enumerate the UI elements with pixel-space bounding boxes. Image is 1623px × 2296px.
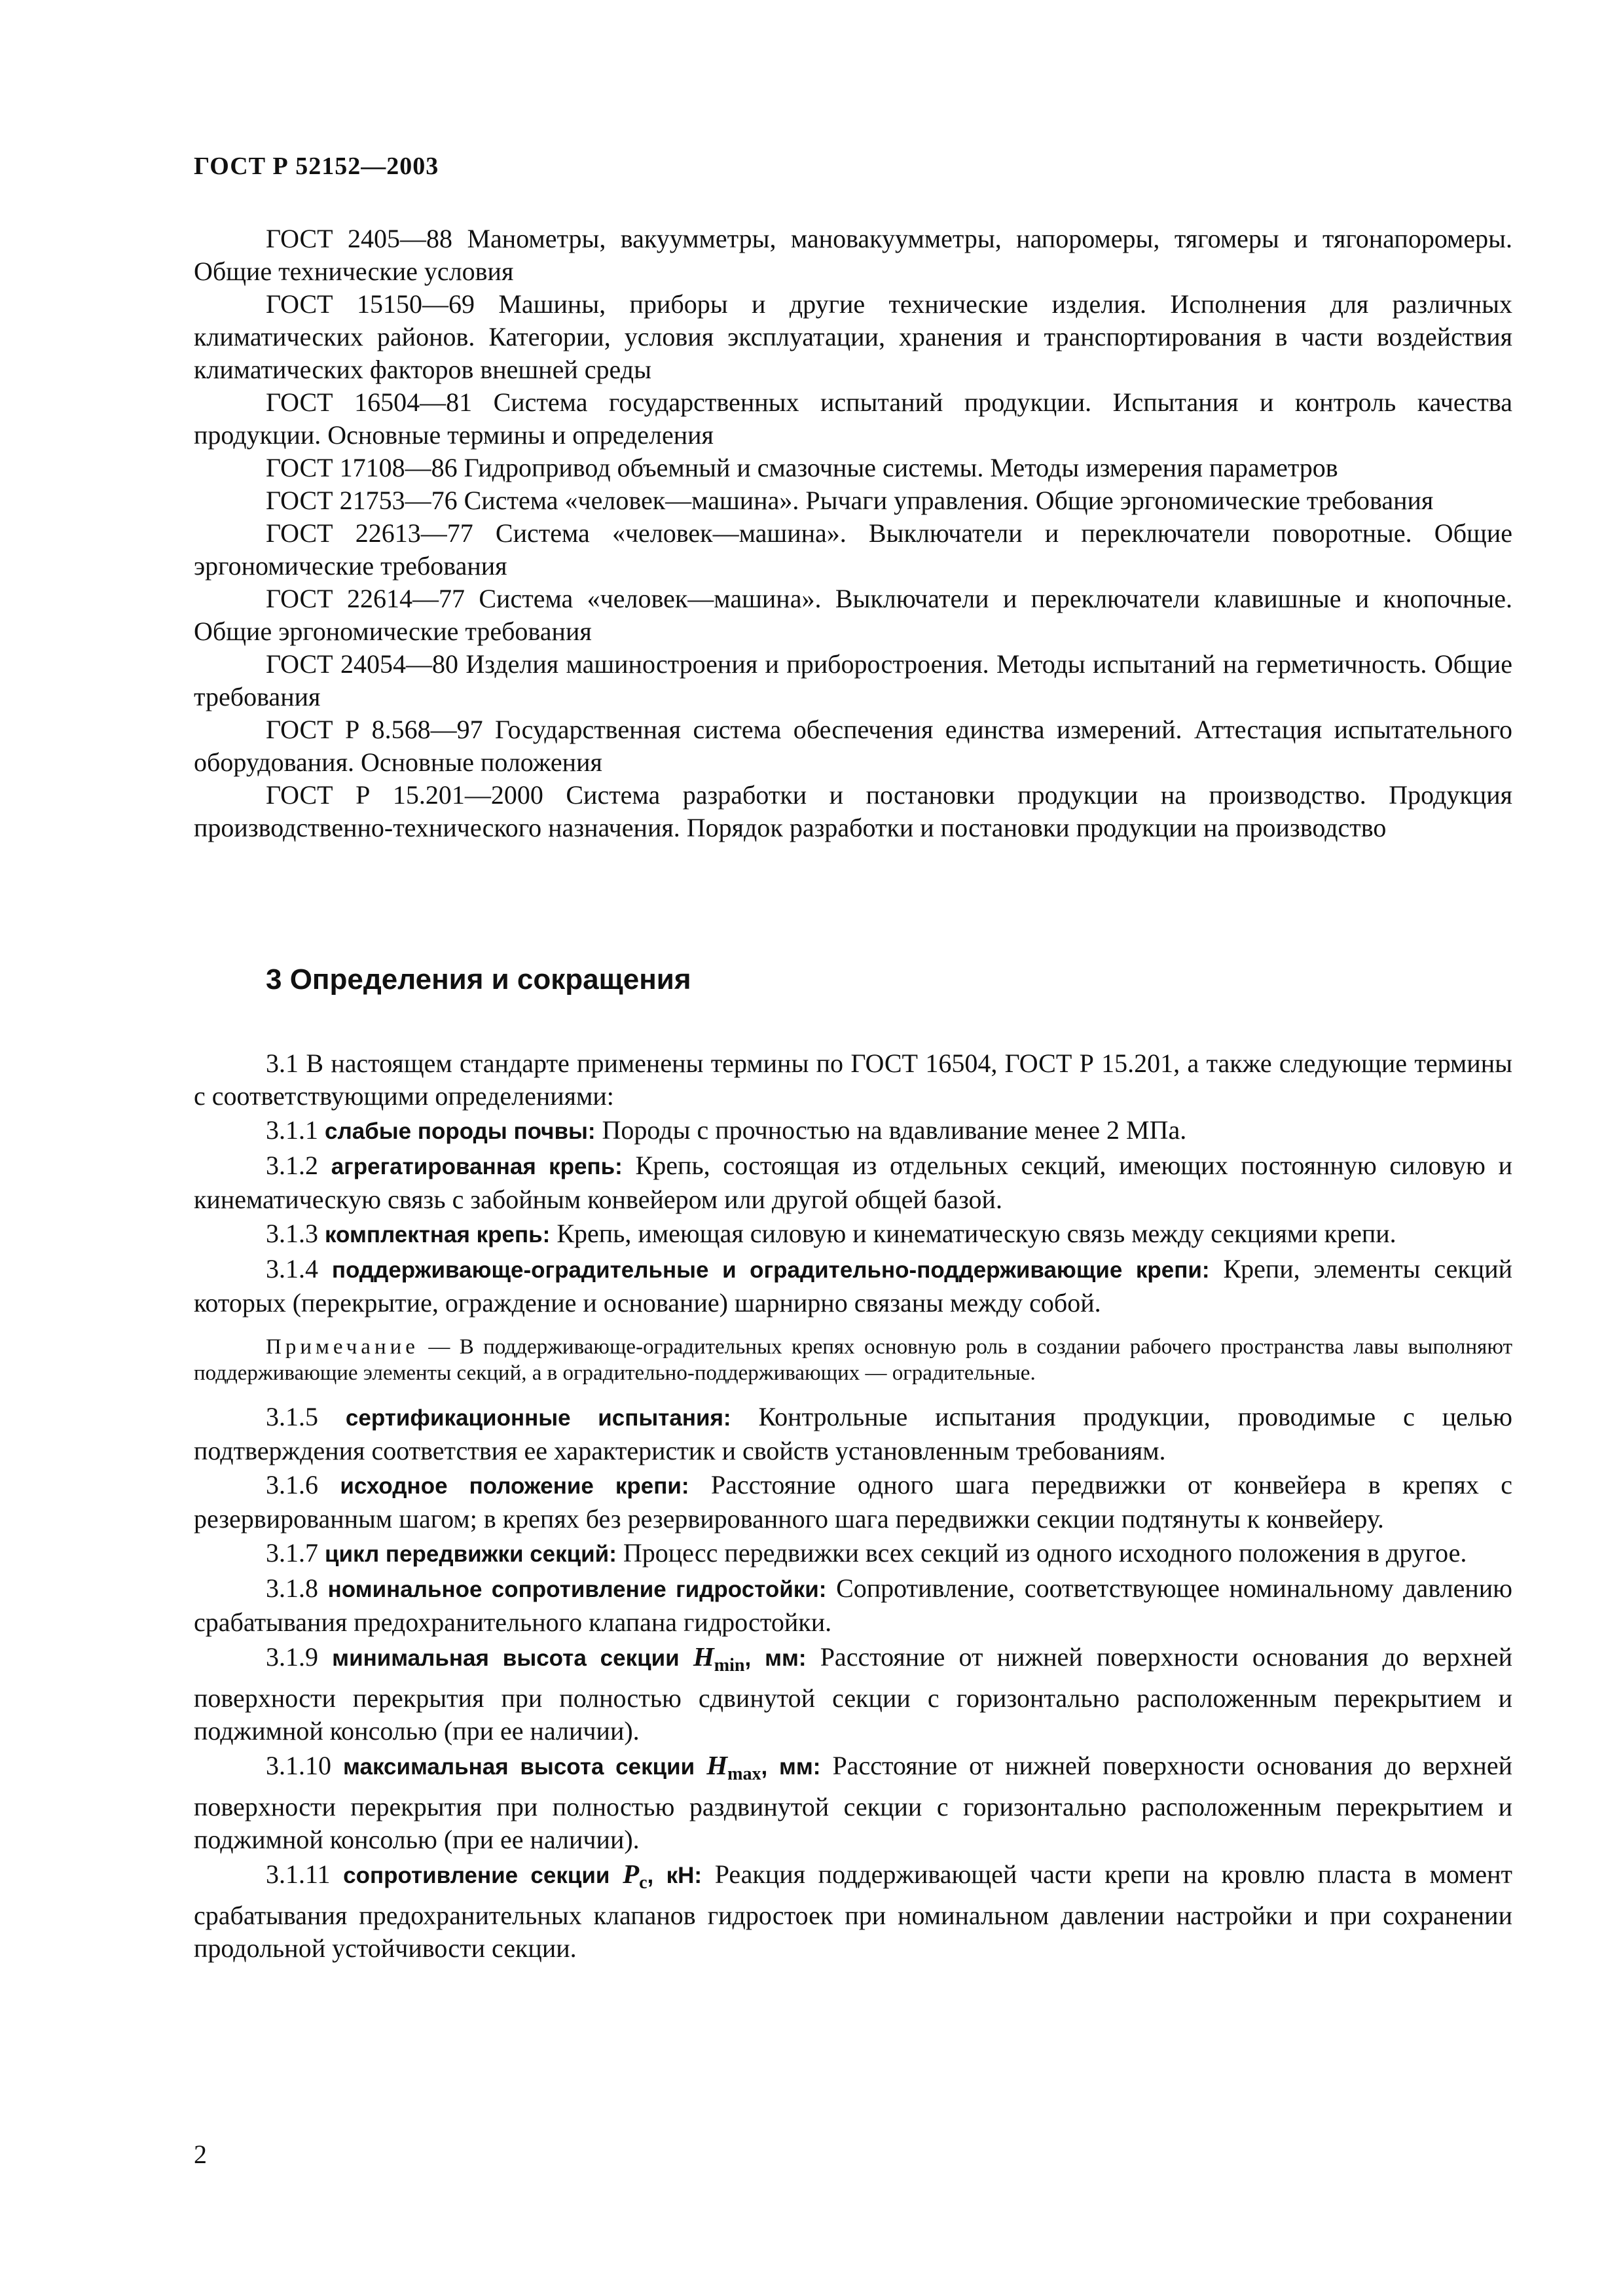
reference-item: ГОСТ 22614—77 Система «человек—машина». Выключатели и переключатели клавишные и кнопочные. Общие эргономические требования xyxy=(194,584,1512,646)
definition-term: агрегатированная крепь: xyxy=(331,1154,623,1179)
definition-term: сертификационные испытания: xyxy=(345,1405,731,1431)
definition-number: 3.1.8 xyxy=(266,1573,318,1603)
definition-text: Расстояние одного шага передвижки от конвейера в крепях с резервированным шагом; в крепях без резервированного шага передвижки секции подтянуты к конвейеру. xyxy=(194,1470,1512,1534)
unit-label: , мм: xyxy=(744,1645,807,1671)
definition-item xyxy=(194,1401,1512,1467)
definition-term: комплектная крепь: xyxy=(325,1222,551,1247)
definition-text: Породы с прочностью на вдавливание менее 2 МПа. xyxy=(602,1115,1187,1145)
reference-item: ГОСТ 2405—88 Манометры, вакуумметры, мановакуумметры, напоромеры, тягомеры и тягонапоромеры. Общие технические условия xyxy=(194,224,1512,286)
definition-text: Крепь, имеющая силовую и кинематическую связь между секциями крепи. xyxy=(556,1219,1396,1248)
definition-item xyxy=(194,1114,1512,1148)
normative-references-list xyxy=(194,223,1512,844)
definition-text: Расстояние от нижней поверхности основания до верхней поверхности перекрытия при полностью сдвинутой секции с горизонтально расположенным перекрытием и поджимной консолью (при ее наличии). xyxy=(194,1642,1513,1746)
reference-item: ГОСТ Р 15.201—2000 Система разработки и постановки продукции на производство. Продукция производственно-технического назначения. Порядок разработки и постановки продукции на производство xyxy=(194,780,1512,842)
section-title: 3 Определения и сокращения xyxy=(266,963,691,996)
definition-item xyxy=(194,1217,1512,1251)
definition-number: 3.1.9 xyxy=(266,1642,318,1672)
unit-label: , мм: xyxy=(761,1754,821,1780)
definition-text: Реакция поддерживающей части крепи на кровлю пласта в момент срабатывания предохранительных клапанов гидростоек при номинальном давлении настройки и при сохранении продольной устойчивости секции. xyxy=(194,1859,1513,1963)
definition-item xyxy=(194,1857,1512,1965)
document-code-header: ГОСТ Р 52152—2003 xyxy=(194,152,439,180)
definition-number: 3.1.2 xyxy=(266,1151,318,1180)
definition-term: поддерживающе-оградительные и оградительно-поддерживающие крепи: xyxy=(331,1257,1210,1283)
note-paragraph xyxy=(194,1334,1512,1386)
definition-text: Крепь, состоящая из отдельных секций, имеющих постоянную силовую и кинематическую связь с забойным конвейером или другой общей базой. xyxy=(194,1151,1513,1214)
symbol-subscript: max xyxy=(727,1764,761,1784)
note-text: — В поддерживающе-оградительных крепях основную роль в создании рабочего пространства лавы выполняют поддерживающие элементы секций, а в оградительно-поддерживающих — оградительные. xyxy=(194,1335,1513,1385)
definition-term: номинальное сопротивление гидростойки: xyxy=(327,1577,827,1602)
page-number: 2 xyxy=(194,2140,207,2169)
definition-text: Сопротивление, соответствующее номинальному давлению срабатывания предохранительного клапана гидростойки. xyxy=(194,1573,1513,1637)
symbol: H xyxy=(706,1750,728,1780)
definition-text: Крепи, элементы секций которых (перекрытие, ограждение и основание) шарнирно связаны между собой. xyxy=(194,1254,1513,1318)
symbol: P xyxy=(623,1859,640,1889)
definition-item xyxy=(194,1572,1512,1639)
definition-item xyxy=(194,1253,1512,1319)
document-page xyxy=(194,0,1512,2296)
definition-term: слабые породы почвы: xyxy=(325,1119,596,1144)
reference-item: ГОСТ Р 8.568—97 Государственная система обеспечения единства измерений. Аттестация испытательного оборудования. Основные положения xyxy=(194,715,1512,777)
definition-text: Процесс передвижки всех секций из одного исходного положения в другое. xyxy=(623,1538,1467,1568)
reference-item: ГОСТ 21753—76 Система «человек—машина». Рычаги управления. Общие эргономические требования xyxy=(266,486,1434,515)
definition-number: 3.1.3 xyxy=(266,1219,318,1248)
definition-term: цикл передвижки секций: xyxy=(325,1541,617,1567)
unit-label: , кН: xyxy=(647,1863,702,1888)
reference-item: ГОСТ 16504—81 Система государственных испытаний продукции. Испытания и контроль качества продукции. Основные термины и определения xyxy=(194,387,1512,450)
definitions-section xyxy=(194,1047,1512,1966)
definition-item xyxy=(194,1149,1512,1216)
definition-number: 3.1.7 xyxy=(266,1538,318,1568)
section-intro: 3.1 В настоящем стандарте применены термины по ГОСТ 16504, ГОСТ Р 15.201, а также следующие термины с соответствующими определениями: xyxy=(194,1049,1512,1111)
definition-number: 3.1.10 xyxy=(266,1751,331,1780)
definition-item xyxy=(194,1469,1512,1535)
definition-number: 3.1.1 xyxy=(266,1115,318,1145)
definition-number: 3.1.5 xyxy=(266,1402,318,1431)
definition-term: сопротивление секции xyxy=(343,1863,610,1888)
symbol-subscript: c xyxy=(639,1873,647,1893)
reference-item: ГОСТ 17108—86 Гидропривод объемный и смазочные системы. Методы измерения параметров xyxy=(266,453,1338,482)
definition-number: 3.1.4 xyxy=(266,1254,318,1283)
definition-item xyxy=(194,1640,1512,1748)
reference-item: ГОСТ 22613—77 Система «человек—машина». Выключатели и переключатели поворотные. Общие эргономические требования xyxy=(194,518,1512,581)
definition-term: максимальная высота секции xyxy=(343,1754,695,1780)
note-label: Примечание xyxy=(266,1335,419,1359)
definition-item xyxy=(194,1749,1512,1856)
definition-term: исходное положение крепи: xyxy=(340,1473,689,1499)
definition-text: Контрольные испытания продукции, проводимые с целью подтверждения соответствия ее характеристик и свойств установленным требованиям. xyxy=(194,1402,1512,1465)
definition-number: 3.1.6 xyxy=(266,1470,318,1499)
definition-item xyxy=(194,1537,1512,1571)
reference-item: ГОСТ 24054—80 Изделия машиностроения и приборостроения. Методы испытаний на герметичность. Общие требования xyxy=(194,649,1512,711)
reference-item: ГОСТ 15150—69 Машины, приборы и другие технические изделия. Исполнения для различных климатических районов. Категории, условия эксплуатации, хранения и транспортирования в части воздействия климатических факторов внешней среды xyxy=(194,289,1512,384)
definition-text: Расстояние от нижней поверхности основания до верхней поверхности перекрытия при полностью раздвинутой секции с горизонтально расположенным перекрытием и поджимной консолью (при ее наличии). xyxy=(194,1751,1512,1854)
symbol: H xyxy=(693,1641,714,1672)
definition-number: 3.1.11 xyxy=(266,1859,331,1889)
symbol-subscript: min xyxy=(714,1655,745,1676)
definition-term: минимальная высота секции xyxy=(332,1645,680,1671)
